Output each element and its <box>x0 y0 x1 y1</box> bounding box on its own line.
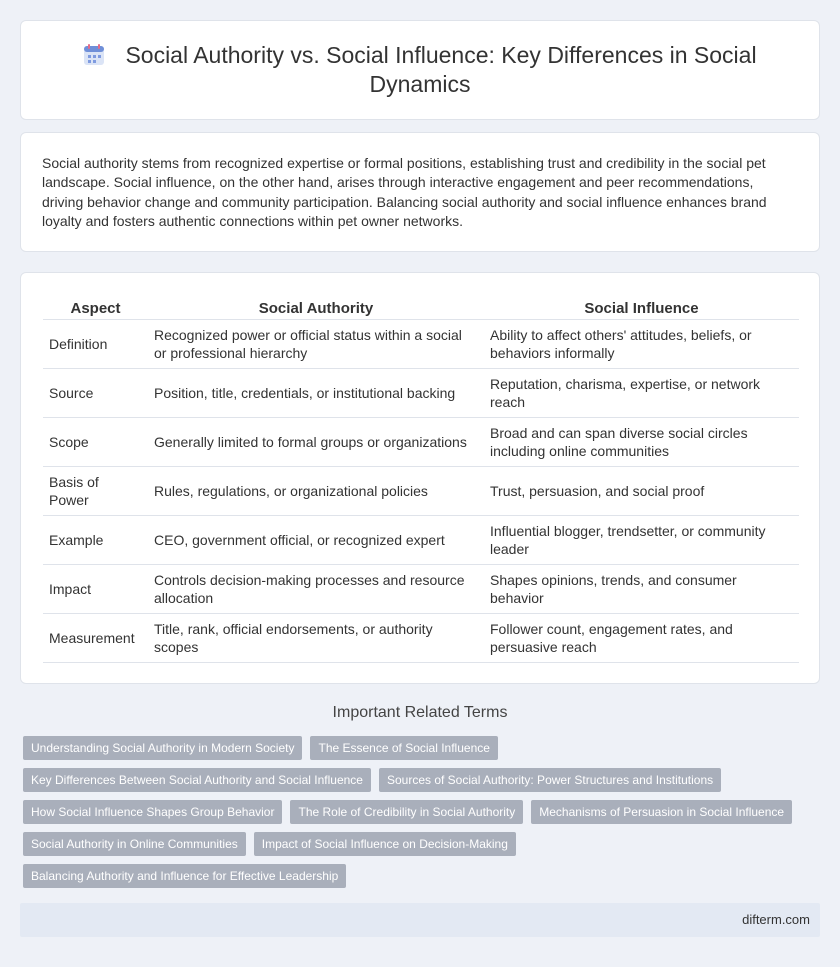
cell-influence: Broad and can span diverse social circles including online communities <box>484 417 799 466</box>
cell-influence: Shapes opinions, trends, and consumer behavior <box>484 564 799 613</box>
footer-site-link[interactable]: difterm.com <box>742 912 810 927</box>
page-title: Social Authority vs. Social Influence: Key Differences in Social Dynamics <box>125 42 757 97</box>
cell-authority: Position, title, credentials, or institutional backing <box>148 368 484 417</box>
related-term-tag[interactable]: Balancing Authority and Influence for Effective Leadership <box>23 864 346 888</box>
cell-aspect: Definition <box>43 319 148 368</box>
intro-card <box>20 132 820 252</box>
cell-aspect: Measurement <box>43 613 148 662</box>
calendar-icon <box>83 44 105 66</box>
related-term-tag[interactable]: The Role of Credibility in Social Authority <box>290 800 523 824</box>
header-card <box>20 20 820 120</box>
page-title-wrap <box>61 41 779 99</box>
table-row <box>43 564 799 613</box>
related-term-tag[interactable]: Mechanisms of Persuasion in Social Influence <box>531 800 792 824</box>
header-social-influence: Social Influence <box>484 297 799 319</box>
comparison-card <box>20 272 820 684</box>
cell-influence: Influential blogger, trendsetter, or community leader <box>484 515 799 564</box>
related-term-tag[interactable]: Understanding Social Authority in Modern Society <box>23 736 302 760</box>
header-aspect: Aspect <box>43 297 148 319</box>
cell-authority: CEO, government official, or recognized expert <box>148 515 484 564</box>
related-term-tag[interactable]: How Social Influence Shapes Group Behavior <box>23 800 282 824</box>
cell-influence: Ability to affect others' attitudes, beliefs, or behaviors informally <box>484 319 799 368</box>
table-row <box>43 417 799 466</box>
cell-aspect: Scope <box>43 417 148 466</box>
table-header-row <box>43 297 799 319</box>
footer <box>20 903 820 937</box>
table-row <box>43 319 799 368</box>
comparison-table <box>43 297 799 663</box>
table-row <box>43 613 799 662</box>
cell-authority: Controls decision-making processes and resource allocation <box>148 564 484 613</box>
cell-influence: Trust, persuasion, and social proof <box>484 466 799 515</box>
cell-aspect: Basis of Power <box>43 466 148 515</box>
intro-paragraph: Social authority stems from recognized expertise or formal positions, establishing trust and credibility in the social pet landscape. Social influence, on the other hand, arises through interactive engagement and peer recommendations, driving behavior change and community participation. Balancing social authority and social influence enhances brand loyalty and fosters authentic connections within pet owner networks. <box>42 155 767 229</box>
cell-influence: Reputation, charisma, expertise, or network reach <box>484 368 799 417</box>
header-social-authority: Social Authority <box>148 297 484 319</box>
cell-aspect: Source <box>43 368 148 417</box>
table-row <box>43 515 799 564</box>
related-terms-heading: Important Related Terms <box>332 704 508 721</box>
related-term-tag[interactable]: The Essence of Social Influence <box>310 736 497 760</box>
cell-aspect: Example <box>43 515 148 564</box>
table-row <box>43 466 799 515</box>
related-term-tag[interactable]: Social Authority in Online Communities <box>23 832 246 856</box>
related-term-tag[interactable]: Impact of Social Influence on Decision-Making <box>254 832 516 856</box>
cell-influence: Follower count, engagement rates, and persuasive reach <box>484 613 799 662</box>
related-term-tag[interactable]: Key Differences Between Social Authority and Social Influence <box>23 768 371 792</box>
cell-authority: Title, rank, official endorsements, or authority scopes <box>148 613 484 662</box>
cell-authority: Generally limited to formal groups or organizations <box>148 417 484 466</box>
cell-aspect: Impact <box>43 564 148 613</box>
cell-authority: Recognized power or official status within a social or professional hierarchy <box>148 319 484 368</box>
related-terms-list <box>23 736 813 888</box>
cell-authority: Rules, regulations, or organizational policies <box>148 466 484 515</box>
table-row <box>43 368 799 417</box>
related-term-tag[interactable]: Sources of Social Authority: Power Structures and Institutions <box>379 768 721 792</box>
